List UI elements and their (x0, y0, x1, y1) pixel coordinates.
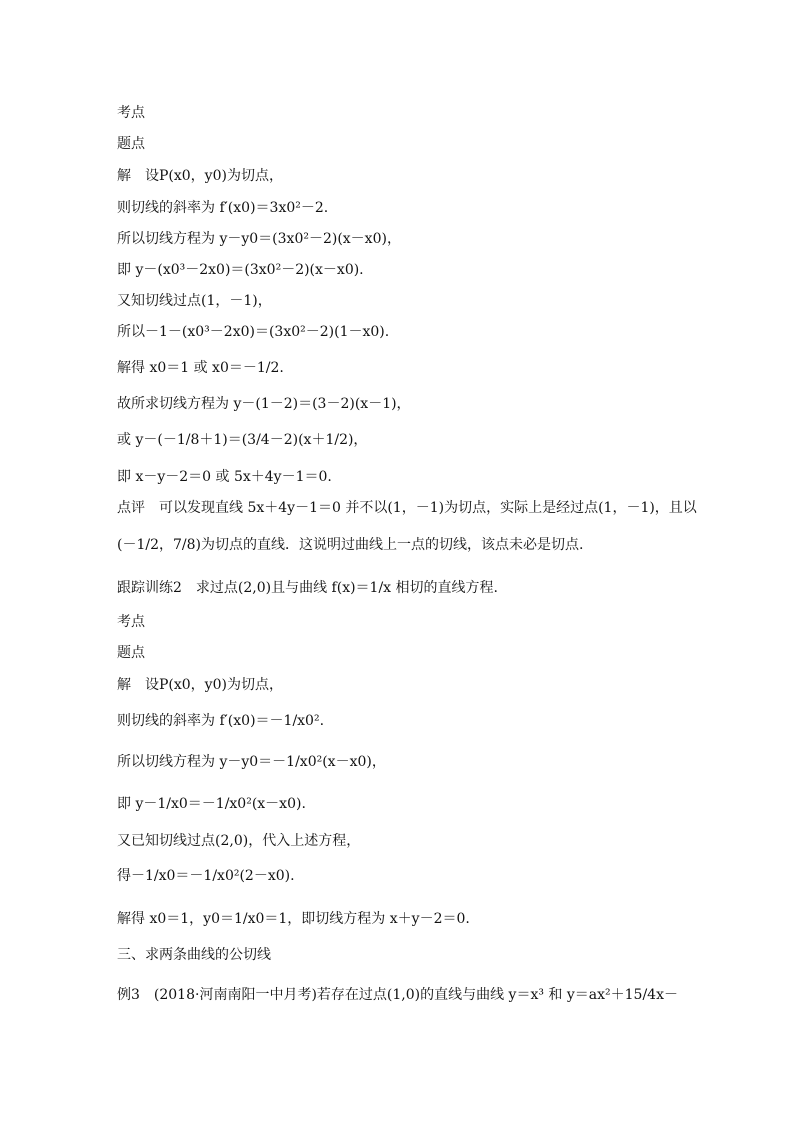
comment-line: 点评 可以发现直线 5x＋4y－1＝0 并不以(1，－1)为切点，实际上是经过点(1，－1)，且以 (117, 500, 697, 516)
solution-line: 即 x－y－2＝0 或 5x＋4y－1＝0. (117, 469, 332, 485)
solution-line: 解 设P(x0，y0)为切点， (117, 168, 283, 184)
solution-line: 所以切线方程为 y－y0＝－1/x0²(x－x0)， (117, 754, 386, 770)
solution-line: 即 y－1/x0＝－1/x0²(x－x0). (117, 796, 306, 812)
solution-line: 又已知切线过点(2,0)，代入上述方程， (117, 833, 361, 849)
solution-line: 所以切线方程为 y－y0＝(3x0²－2)(x－x0)， (117, 231, 401, 247)
solution-line: 所以－1－(x0³－2x0)＝(3x0²－2)(1－x0). (117, 324, 390, 340)
label-kaodian: 考点 (117, 105, 145, 121)
solution-line: 解得 x0＝1，y0＝1/x0＝1，即切线方程为 x＋y－2＝0. (117, 911, 470, 927)
section-heading: 三、求两条曲线的公切线 (117, 947, 271, 963)
exercise-title: 跟踪训练2 求过点(2,0)且与曲线 f(x)＝1/x 相切的直线方程. (117, 580, 498, 596)
solution-line: 得－1/x0＝－1/x0²(2－x0). (117, 868, 295, 884)
solution-line: 则切线的斜率为 f′(x0)＝－1/x0². (117, 713, 325, 729)
solution-line: 即 y－(x0³－2x0)＝(3x0²－2)(x－x0). (117, 262, 364, 278)
solution-line: 故所求切线方程为 y－(1－2)＝(3－2)(x－1)， (117, 396, 411, 412)
solution-line: 或 y－(－1/8＋1)＝(3/4－2)(x＋1/2)， (117, 432, 368, 448)
solution-line: 则切线的斜率为 f′(x0)＝3x0²－2. (117, 200, 329, 216)
solution-line: 又知切线过点(1，－1)， (117, 293, 272, 309)
example-title: 例3 (2018·河南南阳一中月考)若存在过点(1,0)的直线与曲线 y＝x³ 和 y＝ax²＋15/4x－ (117, 987, 678, 1003)
label-tidian: 题点 (117, 645, 145, 661)
solution-line: 解得 x0＝1 或 x0＝－1/2. (117, 360, 284, 376)
label-kaodian: 考点 (117, 614, 145, 630)
comment-line: (－1/2，7/8)为切点的直线．这说明过曲线上一点的切线，该点未必是切点. (117, 537, 584, 553)
solution-line: 解 设P(x0，y0)为切点， (117, 677, 283, 693)
label-tidian: 题点 (117, 136, 145, 152)
